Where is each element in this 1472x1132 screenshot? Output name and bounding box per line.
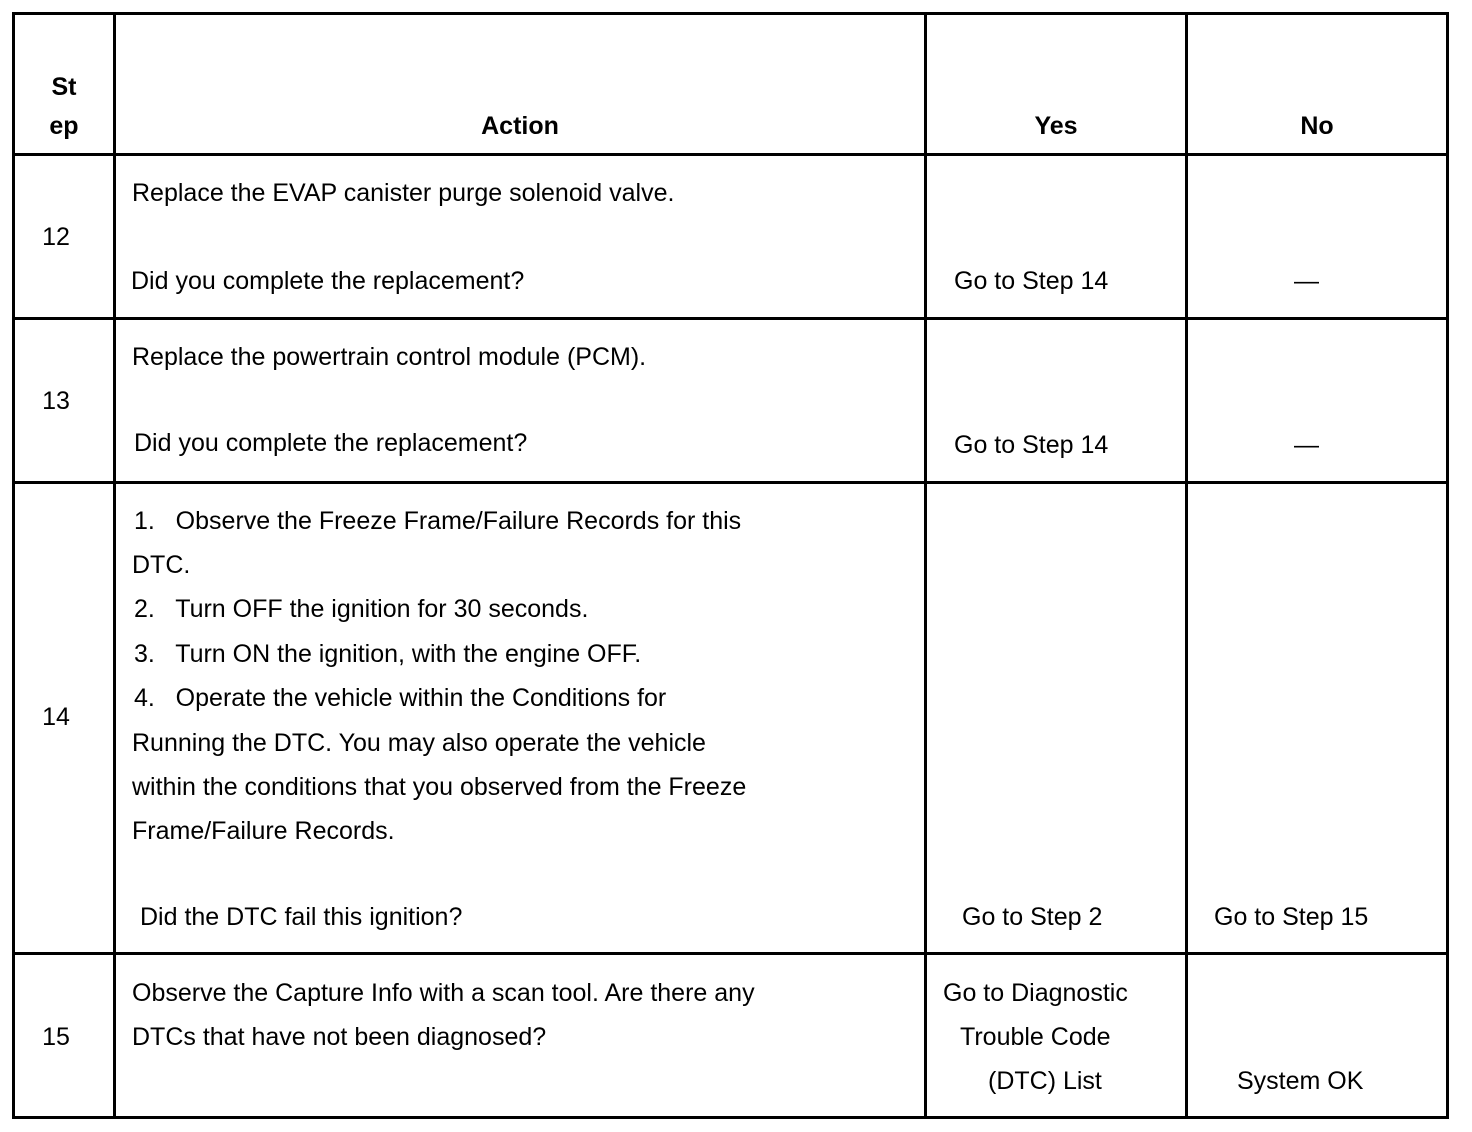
- step-number-12: 12: [42, 223, 70, 251]
- table-border-top: [12, 12, 1449, 15]
- row-divider-14: [12, 952, 1449, 955]
- yes-result-15-line2: Trouble Code: [960, 1023, 1111, 1051]
- yes-result-13: Go to Step 14: [954, 431, 1109, 459]
- step-number-15: 15: [42, 1023, 70, 1051]
- action-line-14-4: 3. Turn ON the ignition, with the engine OFF.: [134, 640, 642, 668]
- header-divider: [12, 153, 1449, 156]
- header-step-line2: ep: [49, 112, 79, 140]
- no-result-13: —: [1294, 431, 1319, 459]
- step-number-13: 13: [42, 387, 70, 415]
- question-text-13: Did you complete the replacement?: [134, 429, 528, 457]
- question-text-14: Did the DTC fail this ignition?: [140, 903, 463, 931]
- no-result-15: System OK: [1237, 1067, 1364, 1095]
- action-text-12: Replace the EVAP canister purge solenoid valve.: [132, 179, 675, 207]
- col-divider-yes: [1185, 12, 1188, 1119]
- yes-result-12: Go to Step 14: [954, 267, 1109, 295]
- action-text-13: Replace the powertrain control module (PCM).: [132, 343, 647, 371]
- action-line-14-5: 4. Operate the vehicle within the Conditions for: [134, 684, 667, 712]
- header-no: No: [1300, 112, 1334, 140]
- yes-result-14: Go to Step 2: [962, 903, 1103, 931]
- header-step-line1: St: [51, 73, 77, 101]
- action-line-15-1: Observe the Capture Info with a scan tool. Are there any: [132, 979, 755, 1007]
- question-text-12: Did you complete the replacement?: [131, 267, 525, 295]
- col-divider-action: [924, 12, 927, 1119]
- action-line-14-8: Frame/Failure Records.: [132, 817, 395, 845]
- action-line-15-2: DTCs that have not been diagnosed?: [132, 1023, 547, 1051]
- table-border-right: [1446, 12, 1449, 1119]
- header-yes: Yes: [1034, 112, 1078, 140]
- col-divider-step: [113, 12, 116, 1119]
- no-result-14: Go to Step 15: [1214, 903, 1369, 931]
- table-border-bottom: [12, 1116, 1449, 1119]
- row-divider-13: [12, 481, 1449, 484]
- table-border-left: [12, 12, 15, 1119]
- action-line-14-2: DTC.: [132, 551, 191, 579]
- action-line-14-3: 2. Turn OFF the ignition for 30 seconds.: [134, 595, 589, 623]
- action-line-14-1: 1. Observe the Freeze Frame/Failure Records for this: [134, 507, 742, 535]
- header-action: Action: [481, 112, 559, 140]
- step-number-14: 14: [42, 703, 70, 731]
- action-line-14-7: within the conditions that you observed from the Freeze: [132, 773, 747, 801]
- yes-result-15-line1: Go to Diagnostic: [943, 979, 1128, 1007]
- action-line-14-6: Running the DTC. You may also operate the vehicle: [132, 729, 706, 757]
- row-divider-12: [12, 317, 1449, 320]
- no-result-12: —: [1294, 267, 1319, 295]
- yes-result-15-line3: (DTC) List: [988, 1067, 1102, 1095]
